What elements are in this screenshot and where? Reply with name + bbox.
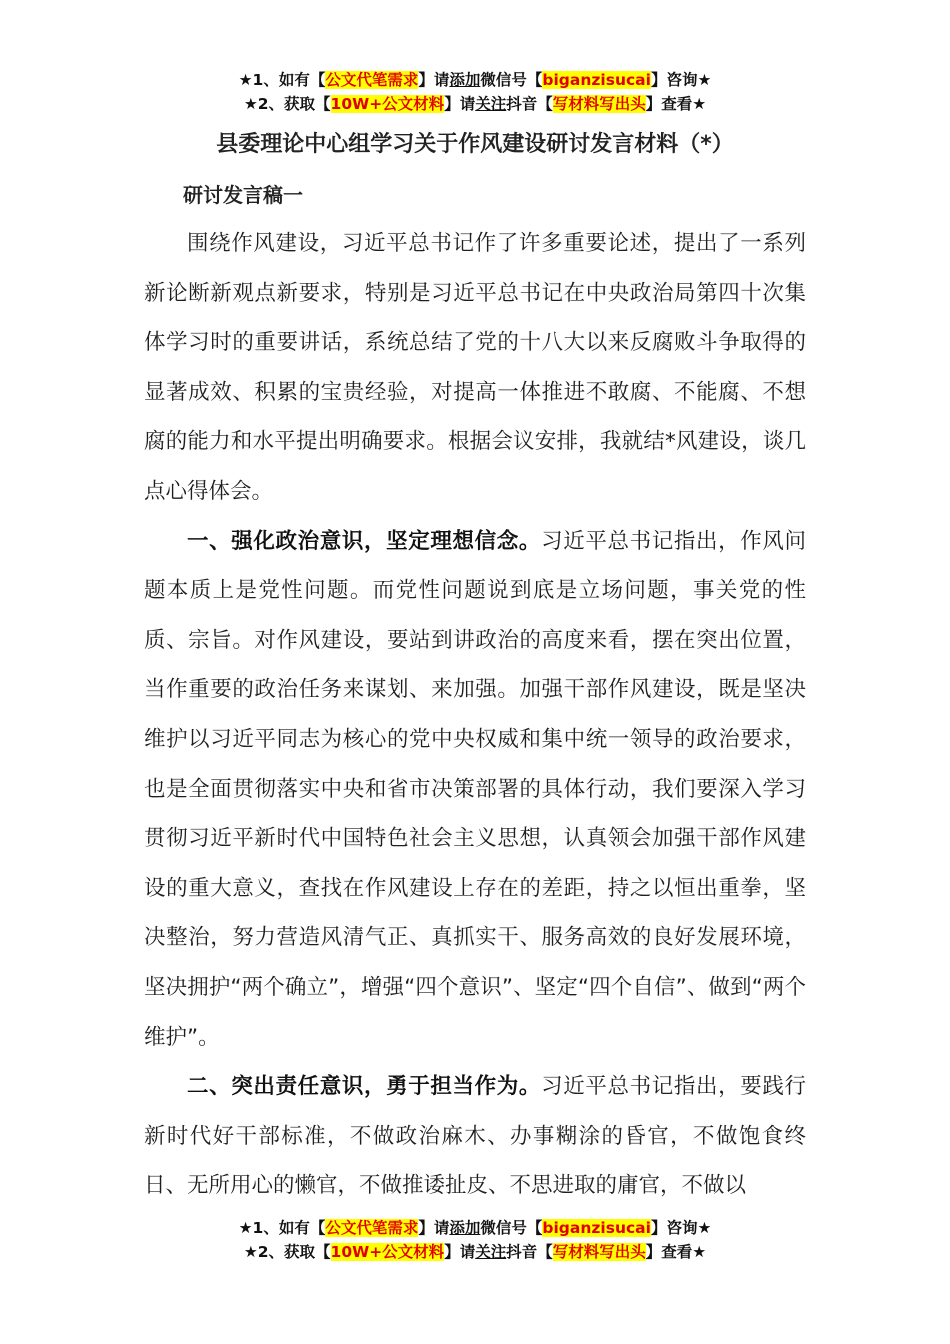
- banner-highlight: 公文代笔需求: [325, 71, 419, 89]
- banner-line-2: [0, 92, 950, 116]
- document-subtitle: 研讨发言稿一: [183, 183, 303, 207]
- banner-text: 】请: [444, 95, 476, 113]
- paragraph-text: 习近平总书记指出，要践行新时代好干部标准，不做政治麻木、办事糊涂的昏官，不做饱食终日、无所用心的懒官，不做推诿扯皮、不思进取的庸官，不做以: [144, 1074, 806, 1199]
- banner-highlight: 写材料写出头: [552, 1243, 646, 1261]
- banner-text: ★1、如有【: [238, 71, 326, 89]
- banner-line-2: [0, 1240, 950, 1264]
- banner-text: ★2、获取【: [243, 95, 331, 113]
- banner-highlight: biganzisucai: [542, 71, 651, 89]
- banner-text: 】请: [444, 1243, 476, 1261]
- banner-line-1: [0, 68, 950, 92]
- paragraph-lead: 一、强化政治意识，坚定理想信念。: [187, 528, 542, 554]
- paragraph-text: 习近平总书记指出，作风问题本质上是党性问题。而党性问题说到底是立场问题，事关党的性质、宗旨。对作风建设，要站到讲政治的高度来看，摆在突出位置，当作重要的政治任务来谋划、来加强。加强干部作风建设，既是坚决维护以习近平同志为核心的党中央权威和集中统一领导的政治要求，也是全面贯彻落实中央和省市决策部署的具体行动，我们要深入学习贯彻习近平新时代中国特色社会主义思想，认真领会加强干部作风建设的重大意义，查找在作风建设上存在的差距，持之以恒出重拳，坚决整治，努力营造风清气正、真抓实干、服务高效的良好发展环境，坚决拥护“两个确立”，增强“四个意识”、坚定“四个自信”、做到“两个维护”。: [144, 528, 806, 1050]
- banner-highlight: biganzisucai: [542, 1219, 651, 1237]
- banner-line-1: [0, 1216, 950, 1240]
- banner-text: 抖音【: [506, 95, 553, 113]
- banner-underlined-text: 添加: [449, 71, 481, 89]
- header-banner: [0, 68, 950, 116]
- document-body: [144, 219, 806, 1211]
- banner-underlined-text: 关注: [475, 1243, 507, 1261]
- banner-underlined-text: 关注: [475, 95, 507, 113]
- banner-text: 微信号【: [480, 71, 543, 89]
- document-title: 县委理论中心组学习关于作风建设研讨发言材料（*）: [216, 132, 734, 157]
- banner-text: 】查看★: [645, 95, 707, 113]
- banner-text: 】请: [418, 1219, 450, 1237]
- banner-text: ★1、如有【: [238, 1219, 326, 1237]
- banner-text: 】咨询★: [650, 71, 712, 89]
- paragraph-section-1: [144, 517, 806, 1063]
- banner-highlight: 公文代笔需求: [325, 1219, 419, 1237]
- banner-text: 】请: [418, 71, 450, 89]
- banner-text: 微信号【: [480, 1219, 543, 1237]
- banner-text: 抖音【: [506, 1243, 553, 1261]
- banner-underlined-text: 添加: [449, 1219, 481, 1237]
- banner-text: ★2、获取【: [243, 1243, 331, 1261]
- paragraph-intro: [144, 219, 806, 517]
- banner-text: 】查看★: [645, 1243, 707, 1261]
- footer-banner: [0, 1216, 950, 1264]
- paragraph-lead: 二、突出责任意识，勇于担当作为。: [187, 1074, 542, 1100]
- paragraph-section-2: [144, 1062, 806, 1211]
- banner-text: 】咨询★: [650, 1219, 712, 1237]
- banner-highlight: 10W+公文材料: [330, 95, 445, 113]
- paragraph-text: 围绕作风建设，习近平总书记作了许多重要论述，提出了一系列新论断新观点新要求，特别是习近平总书记在中央政治局第四十次集体学习时的重要讲话，系统总结了党的十八大以来反腐败斗争取得的显著成效、积累的宝贵经验，对提高一体推进不敢腐、不能腐、不想腐的能力和水平提出明确要求。根据会议安排，我就结*风建设，谈几点心得体会。: [144, 231, 806, 504]
- banner-highlight: 10W+公文材料: [330, 1243, 445, 1261]
- banner-highlight: 写材料写出头: [552, 95, 646, 113]
